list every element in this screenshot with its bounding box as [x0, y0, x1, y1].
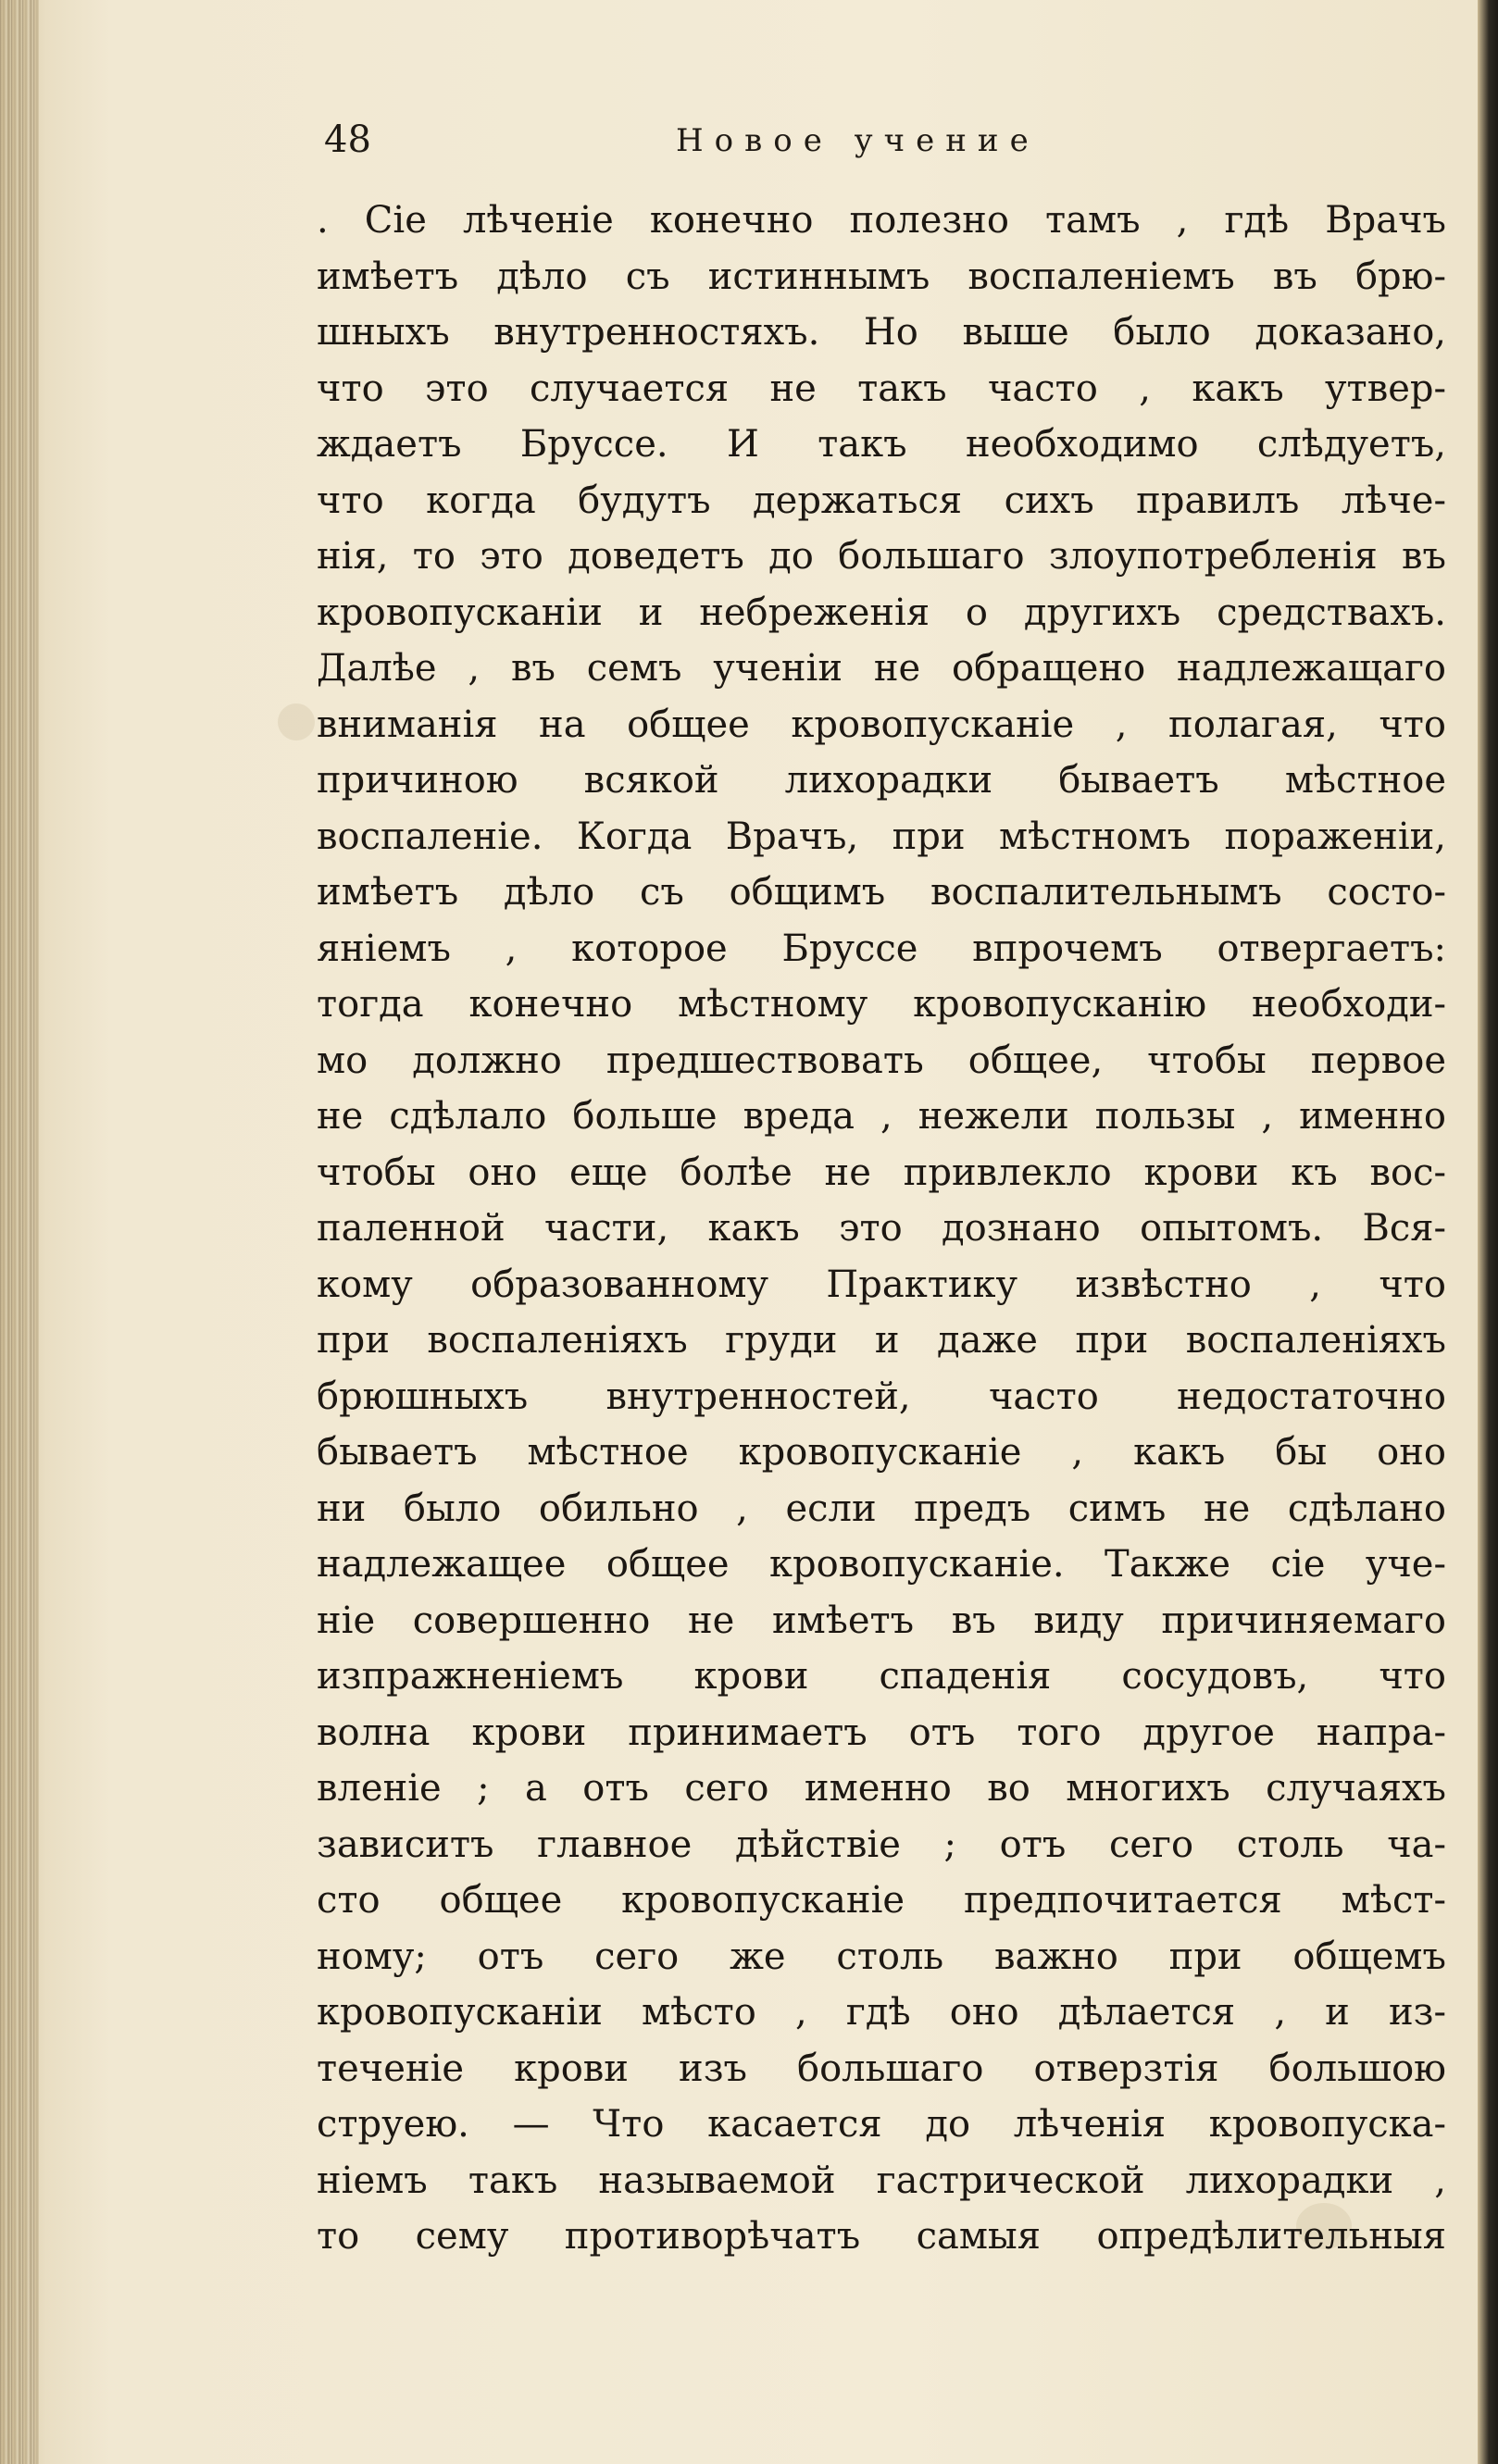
text-line: изпражненіемъ крови спаденія сосудовъ, что [317, 1655, 1446, 1698]
text-line: яніемъ , которое Бруссе впрочемъ отвергаетъ: [317, 927, 1446, 970]
page-right-edge [1478, 0, 1498, 2464]
paper-stain [278, 703, 315, 740]
text-line: кому образованному Практику извѣстно , что [317, 1263, 1446, 1306]
text-line: то сему противорѣчатъ самыя опредѣлительныя [317, 2215, 1446, 2258]
running-title: Новое учение [676, 122, 1040, 159]
page-spine-edge [0, 0, 39, 2464]
text-line: шныхъ внутренностяхъ. Но выше было доказано, [317, 311, 1446, 354]
text-line: вниманія на общее кровопусканіе , полагая, что [317, 703, 1446, 746]
text-line: не сдѣлало больше вреда , нежели пользы , именно [317, 1095, 1446, 1138]
text-line: паленной части, какъ это дознано опытомъ. Вся- [317, 1207, 1446, 1250]
text-line: ніемъ такъ называемой гастрической лихорадки , [317, 2159, 1446, 2202]
text-line: . Сіе лѣченіе конечно полезно тамъ , гдѣ Врачъ [317, 199, 1446, 242]
text-line: ни было обильно , если предъ симъ не сдѣлано [317, 1487, 1446, 1530]
body-text [317, 193, 1446, 2265]
text-line: кровопусканіи и небреженія о другихъ средствахъ. [317, 591, 1446, 634]
text-line: тогда конечно мѣстному кровопусканію необходи- [317, 983, 1446, 1026]
text-line: надлежащее общее кровопусканіе. Также сіе уче- [317, 1543, 1446, 1586]
text-line: что когда будутъ держаться сихъ правилъ лѣче- [317, 479, 1446, 522]
page-header [317, 118, 1455, 174]
text-line: ждаетъ Бруссе. И такъ необходимо слѣдуетъ, [317, 423, 1446, 466]
text-line: зависитъ главное дѣйствіе ; отъ сего столь ча- [317, 1823, 1446, 1866]
text-line: вленіе ; а отъ сего именно во многихъ случаяхъ [317, 1767, 1446, 1810]
text-line: нія, то это доведетъ до большаго злоупотребленія въ [317, 535, 1446, 578]
text-line: мо должно предшествовать общее, чтобы первое [317, 1039, 1446, 1082]
text-line: брюшныхъ внутренностей, часто недостаточно [317, 1375, 1446, 1418]
text-line: ному; отъ сего же столь важно при общемъ [317, 1935, 1446, 1978]
text-line: имѣетъ дѣло съ общимъ воспалительнымъ состо- [317, 871, 1446, 914]
text-line: воспаленіе. Когда Врачъ, при мѣстномъ пораженіи, [317, 815, 1446, 858]
text-line: Далѣе , въ семъ ученіи не обращено надлежащаго [317, 647, 1446, 690]
text-line: при воспаленіяхъ груди и даже при воспаленіяхъ [317, 1319, 1446, 1362]
text-line: имѣетъ дѣло съ истиннымъ воспаленіемъ въ брю- [317, 255, 1446, 298]
text-line: чтобы оно еще болѣе не привлекло крови къ вос- [317, 1151, 1446, 1194]
page-number: 48 [324, 118, 371, 161]
text-line: теченіе крови изъ большаго отверзтія большою [317, 2047, 1446, 2090]
text-line: волна крови принимаетъ отъ того другое напра- [317, 1711, 1446, 1754]
text-line: ніе совершенно не имѣетъ въ виду причиняемаго [317, 1599, 1446, 1642]
text-line: кровопусканіи мѣсто , гдѣ оно дѣлается , и из- [317, 1991, 1446, 2034]
text-line: сто общее кровопусканіе предпочитается мѣст- [317, 1879, 1446, 1922]
text-line: струею. — Что касается до лѣченія кровопуска- [317, 2103, 1446, 2146]
text-line: бываетъ мѣстное кровопусканіе , какъ бы оно [317, 1431, 1446, 1474]
text-line: причиною всякой лихорадки бываетъ мѣстное [317, 759, 1446, 802]
text-line: что это случается не такъ часто , какъ утвер- [317, 367, 1446, 410]
